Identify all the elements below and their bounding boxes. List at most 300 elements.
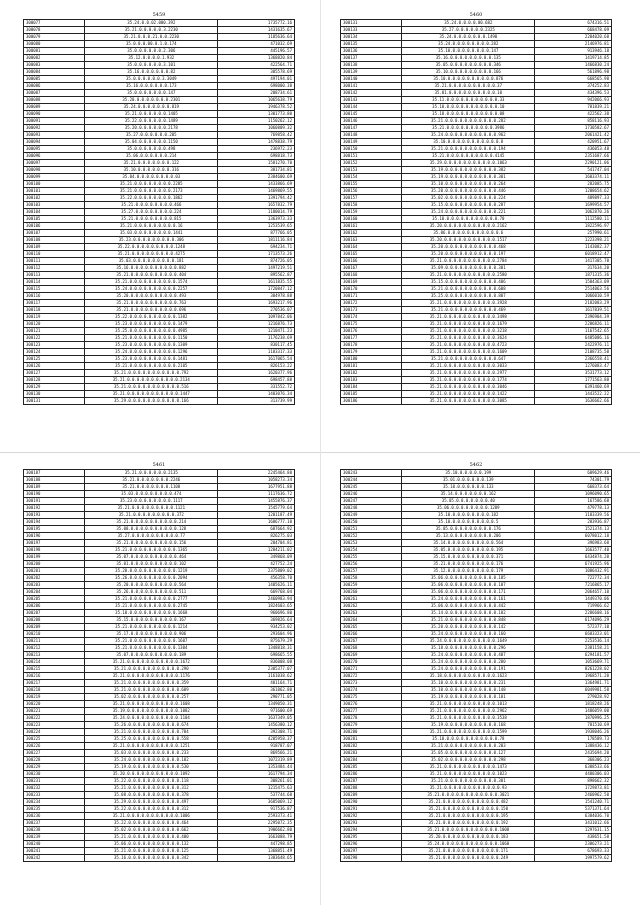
- row-id-cell: 300231: [24, 778, 85, 785]
- value-cell: 436053.48: [535, 146, 612, 153]
- coordinate-cell: 35.24.0.0.0.0.0.0.0.1490: [402, 34, 535, 41]
- coordinate-cell: 35.21.0.0.0.0.0.3.2230: [85, 27, 218, 34]
- value-cell: 1368820.84: [218, 55, 295, 62]
- table-row: [341, 188, 612, 195]
- coordinate-cell: 35.01.0.0.0.0.0.0.0.0.0.0.102: [85, 561, 218, 568]
- coordinate-cell: 35.08.0.0.0.0.0.0.0.0.0.0.128: [85, 526, 218, 533]
- row-id-cell: 300284: [341, 757, 402, 764]
- table-row: [24, 153, 295, 160]
- coordinate-cell: 35.23.0.0.0.0.0.0.0.0.0.306: [85, 237, 218, 244]
- row-id-cell: 300099: [24, 174, 85, 181]
- value-cell: 1201187.49: [218, 512, 295, 519]
- data-table: [340, 469, 612, 862]
- row-id-cell: 300297: [341, 848, 402, 855]
- row-id-cell: 300278: [341, 715, 402, 722]
- row-id-cell: 300286: [341, 771, 402, 778]
- table-row: [24, 610, 295, 617]
- table-row: [341, 27, 612, 34]
- page-divider-vertical: [320, 0, 321, 905]
- coordinate-cell: 35.0.0.0.0.0.0.0.147: [85, 90, 218, 97]
- table-row: [341, 279, 612, 286]
- value-cell: 497194.01: [218, 76, 295, 83]
- coordinate-cell: 35.06.0.0.0.0.0.0.0.0.0.0.0.442: [402, 603, 535, 610]
- coordinate-cell: 35.19.0.0.0.0.0.0.0.0.0.0.0.101: [402, 694, 535, 701]
- table-row: [341, 645, 612, 652]
- table-row: [24, 729, 295, 736]
- value-cell: 2295072.35: [218, 820, 295, 827]
- value-cell: 1183317.33: [218, 349, 295, 356]
- table-row: [24, 582, 295, 589]
- table-row: [341, 715, 612, 722]
- row-id-cell: 300271: [341, 666, 402, 673]
- value-cell: 6741925.96: [535, 561, 612, 568]
- value-cell: 781839.21: [535, 104, 612, 111]
- coordinate-cell: 35.21.0.0.0.0.0.0.0.0.0.0.0.1608: [85, 701, 218, 708]
- value-cell: 1720847.12: [218, 286, 295, 293]
- table-row: [24, 855, 295, 862]
- row-id-cell: 300171: [341, 293, 402, 300]
- table-row: [341, 547, 612, 554]
- table-row: [24, 708, 295, 715]
- coordinate-cell: 35.21.0.0.0.0.0.0.0.0.0.0.1304: [85, 645, 218, 652]
- value-cell: 236972.23: [218, 146, 295, 153]
- row-id-cell: 300279: [341, 722, 402, 729]
- row-id-cell: 300154: [341, 174, 402, 181]
- row-id-cell: 300201: [24, 568, 85, 575]
- table-row: [24, 398, 295, 405]
- coordinate-cell: 35.21.0.0.0.0.0.0.0.0.0.0.0.469: [402, 307, 535, 314]
- value-cell: 668565.98: [535, 76, 612, 83]
- value-cell: 1997579.62: [535, 855, 612, 862]
- table-row: [341, 286, 612, 293]
- coordinate-cell: 35.21.0.0.0.0.0.0.0.0.0.0.0.0.192: [402, 820, 535, 827]
- value-cell: 858116.93: [535, 118, 612, 125]
- coordinate-cell: 35.18.0.0.0.0.0.0.0.0.0.0.0.1623: [402, 673, 535, 680]
- coordinate-cell: 35.21.0.0.0.0.0.0.0.0.0.0.0.194: [402, 146, 535, 153]
- row-id-cell: 300089: [24, 104, 85, 111]
- table-row: [24, 477, 295, 484]
- row-id-cell: 300151: [341, 153, 402, 160]
- coordinate-cell: 35.24.0.0.0.0.0.0.0.0.0.0.1296: [85, 349, 218, 356]
- table-row: [24, 533, 295, 540]
- row-id-cell: 300264: [341, 617, 402, 624]
- table-row: [24, 356, 295, 363]
- value-cell: 698000.38: [218, 83, 295, 90]
- coordinate-cell: 35.20.0.0.0.0.0.0.0.2301: [85, 97, 218, 104]
- row-id-cell: 300229: [24, 764, 85, 771]
- value-cell: 1433866.69: [218, 181, 295, 188]
- coordinate-cell: 35.27.0.0.0.0.0.0.2325: [402, 27, 535, 34]
- table-row: [24, 258, 295, 265]
- table-row: [341, 841, 612, 848]
- row-id-cell: 300081: [24, 48, 85, 55]
- value-cell: 1735772.16: [218, 20, 295, 27]
- row-id-cell: 300189: [24, 484, 85, 491]
- coordinate-cell: 35.27.0.0.0.0.0.0.205: [85, 132, 218, 139]
- table-row: [341, 491, 612, 498]
- table-row: [24, 34, 295, 41]
- row-id-cell: 300187: [24, 470, 85, 477]
- row-id-cell: 300170: [341, 286, 402, 293]
- row-id-cell: 300234: [24, 799, 85, 806]
- table-row: [24, 715, 295, 722]
- row-id-cell: 300160: [341, 216, 402, 223]
- row-id-cell: 300167: [341, 265, 402, 272]
- coordinate-cell: 35.24.0.0.0.0.0.0.0.0.0.0.2257: [85, 286, 218, 293]
- table-row: [341, 223, 612, 230]
- coordinate-cell: 35.21.0.0.0.0.0.0.0.0.0.0.0.0.195: [402, 813, 535, 820]
- coordinate-cell: 35.20.0.0.0.0.0.0.0.0.0.0.0.0.183: [402, 834, 535, 841]
- row-id-cell: 300126: [24, 363, 85, 370]
- row-id-cell: 300188: [24, 477, 85, 484]
- coordinate-cell: 35.16.0.0.0.0.0.0.173: [85, 83, 218, 90]
- row-id-cell: 300080: [24, 41, 85, 48]
- coordinate-cell: 35.18.0.0.0.0.0.0.0.0.0.0.0.08: [402, 111, 535, 118]
- table-row: [341, 272, 612, 279]
- row-id-cell: 300106: [24, 223, 85, 230]
- value-cell: 877766.05: [218, 230, 295, 237]
- table-row: [24, 519, 295, 526]
- value-cell: 1713573.26: [218, 251, 295, 258]
- value-cell: 2375809.02: [218, 568, 295, 575]
- value-cell: 1363973.33: [218, 216, 295, 223]
- coordinate-cell: 35.20.0.0.0.0.0.0.0.0.0.0.0.197: [402, 251, 535, 258]
- table-row: [24, 244, 295, 251]
- coordinate-cell: 35.02.0.0.0.0.0.0.0.0.0.0.0.662: [85, 827, 218, 834]
- coordinate-cell: 35.02.0.0.0.0.0.0.0.0.0.0.0.257: [85, 694, 218, 701]
- table-row: [24, 743, 295, 750]
- coordinate-cell: 35.21.0.0.0.0.0.0.0.0.0.0.0.3928: [402, 300, 535, 307]
- coordinate-cell: 35.03.0.0.0.0.0.0.0.0.0.0.0.233: [85, 750, 218, 757]
- coordinate-cell: 35.23.0.0.0.0.0.0.0.0.0.0.1479: [85, 321, 218, 328]
- table-row: [24, 603, 295, 610]
- row-id-cell: 300111: [24, 258, 85, 265]
- table-row: [341, 540, 612, 547]
- value-cell: 1771563.88: [535, 377, 612, 384]
- row-id-cell: 300135: [341, 41, 402, 48]
- row-id-cell: 300110: [24, 251, 85, 258]
- row-id-cell: 300097: [24, 160, 85, 167]
- row-id-cell: 300131: [341, 20, 402, 27]
- row-id-cell: 300124: [24, 349, 85, 356]
- row-id-cell: 300210: [24, 631, 85, 638]
- row-id-cell: 300166: [341, 258, 402, 265]
- coordinate-cell: 35.01.0.0.0.0.0.0.139: [402, 477, 535, 484]
- row-id-cell: 300295: [341, 834, 402, 841]
- table-row: [24, 785, 295, 792]
- row-id-cell: 300252: [341, 533, 402, 540]
- row-id-cell: 300164: [341, 244, 402, 251]
- row-id-cell: 300147: [341, 125, 402, 132]
- value-cell: 561896.98: [535, 69, 612, 76]
- coordinate-cell: 35.12.0.0.0.0.1.932: [85, 55, 218, 62]
- value-cell: 1455876.37: [218, 498, 295, 505]
- table-row: [24, 104, 295, 111]
- table-row: [341, 498, 612, 505]
- page-block-5462: [340, 462, 612, 862]
- row-id-cell: 300183: [341, 377, 402, 384]
- row-id-cell: 300281: [341, 736, 402, 743]
- row-id-cell: 300246: [341, 491, 402, 498]
- row-id-cell: 300115: [24, 286, 85, 293]
- coordinate-cell: 35.21.0.0.0.0.0.0.0.0.0.372: [85, 512, 218, 519]
- value-cell: 1456380.12: [218, 722, 295, 729]
- row-id-cell: 300182: [341, 370, 402, 377]
- table-row: [24, 652, 295, 659]
- coordinate-cell: 35.29.0.0.0.0.0.0.0.0.0.0.0.497: [85, 799, 218, 806]
- table-row: [341, 307, 612, 314]
- value-cell: 420951.67: [535, 139, 612, 146]
- row-id-cell: 300146: [341, 118, 402, 125]
- coordinate-cell: 35.21.0.0.0.0.0.0.0.1108: [85, 484, 218, 491]
- value-cell: 668373.64: [535, 484, 612, 491]
- row-id-cell: 300085: [24, 76, 85, 83]
- table-row: [24, 820, 295, 827]
- table-row: [24, 806, 295, 813]
- value-cell: 4480306.03: [535, 771, 612, 778]
- coordinate-cell: 35.21.0.0.0.0.0.0.0.0.0.0.214: [85, 519, 218, 526]
- table-row: [24, 694, 295, 701]
- value-cell: 381734.81: [218, 167, 295, 174]
- coordinate-cell: 35.21.0.0.0.0.0.0.0.0.0.0.0.3085: [402, 398, 535, 405]
- table-row: [24, 377, 295, 384]
- value-cell: 2385377.07: [218, 666, 295, 673]
- row-id-cell: 300156: [341, 188, 402, 195]
- table-row: [24, 342, 295, 349]
- value-cell: 942066.93: [535, 97, 612, 104]
- table-row: [341, 673, 612, 680]
- table-row: [24, 132, 295, 139]
- table-row: [341, 708, 612, 715]
- table-row: [341, 300, 612, 307]
- table-row: [341, 83, 612, 90]
- table-row: [341, 827, 612, 834]
- table-row: [24, 848, 295, 855]
- table-row: [24, 118, 295, 125]
- row-id-cell: 300121: [24, 328, 85, 335]
- value-cell: 489897.33: [535, 195, 612, 202]
- value-cell: 2064657.10: [535, 589, 612, 596]
- value-cell: 830117.45: [218, 342, 295, 349]
- coordinate-cell: 35.21.0.0.0.0.0.0.0.0.0.0.0.0.482: [402, 799, 535, 806]
- row-id-cell: 300130: [24, 391, 85, 398]
- table-row: [341, 617, 612, 624]
- coordinate-cell: 35.21.0.0.0.21.0.0.2230: [85, 34, 218, 41]
- table-row: [341, 160, 612, 167]
- table-row: [24, 778, 295, 785]
- coordinate-cell: 35.21.0.0.0.0.0.0.0.0.0.0.0.125: [85, 848, 218, 855]
- value-cell: 422562.38: [535, 111, 612, 118]
- table-row: [24, 526, 295, 533]
- row-id-cell: 300095: [24, 146, 85, 153]
- row-id-cell: 300213: [24, 652, 85, 659]
- coordinate-cell: 35.05.0.0.0.0.0.0.0.0.0.176: [402, 526, 535, 533]
- table-row: [341, 687, 612, 694]
- value-cell: 1469869.55: [218, 188, 295, 195]
- value-cell: 1663577.40: [535, 547, 612, 554]
- row-id-cell: 300143: [341, 97, 402, 104]
- coordinate-cell: 35.0.0.0.00.0.1.0.174: [85, 41, 218, 48]
- row-id-cell: 300289: [341, 792, 402, 799]
- coordinate-cell: 35.20.0.0.0.0.0.0.0.0.0.0.1219: [85, 568, 218, 575]
- value-cell: 609629.46: [535, 470, 612, 477]
- table-row: [341, 596, 612, 603]
- row-id-cell: 300078: [24, 27, 85, 34]
- coordinate-cell: 35.25.0.0.0.0.0.0.0.0.0.0.4985: [85, 328, 218, 335]
- coordinate-cell: 35.15.0.0.0.0.0.0.0.0.0.0.371: [402, 554, 535, 561]
- value-cell: 1419714.85: [535, 55, 612, 62]
- row-id-cell: 300084: [24, 69, 85, 76]
- table-row: [341, 631, 612, 638]
- value-cell: 1161038.62: [218, 673, 295, 680]
- coordinate-cell: 35.21.0.0.0.0.0.0.0.0.0.0.0.1422: [402, 391, 535, 398]
- row-id-cell: 300221: [24, 708, 85, 715]
- row-id-cell: 300257: [341, 568, 402, 575]
- table-row: [341, 526, 612, 533]
- row-id-cell: 300262: [341, 603, 402, 610]
- value-cell: 1301773.80: [218, 111, 295, 118]
- row-id-cell: 300216: [24, 673, 85, 680]
- coordinate-cell: 35.10.0.0.0.0.0.0.0.0.182: [402, 512, 535, 519]
- table-row: [341, 293, 612, 300]
- coordinate-cell: 35.21.0.0.0.0.0.0.0.0.466: [85, 202, 218, 209]
- value-cell: 875679.29: [218, 638, 295, 645]
- row-id-cell: 300120: [24, 321, 85, 328]
- coordinate-cell: 35.21.0.0.0.0.0.0.0.0.0.0.0.516: [85, 384, 218, 391]
- table-row: [341, 398, 612, 405]
- value-cell: 678693.33: [535, 848, 612, 855]
- table-row: [341, 181, 612, 188]
- table-row: [24, 272, 295, 279]
- value-cell: 1811116.84: [218, 237, 295, 244]
- table-row: [341, 603, 612, 610]
- coordinate-cell: 35.10.0.0.0.0.0.0.0.0.147: [402, 48, 535, 55]
- row-id-cell: 300253: [341, 540, 402, 547]
- coordinate-cell: 35.22.0.0.0.0.0.0.0.0.0.0.0.464: [85, 820, 218, 827]
- table-row: [341, 48, 612, 55]
- row-id-cell: 300131: [24, 398, 85, 405]
- table-row: [24, 307, 295, 314]
- row-id-cell: 300209: [24, 624, 85, 631]
- table-row: [341, 624, 612, 631]
- table-row: [24, 624, 295, 631]
- row-id-cell: 300094: [24, 139, 85, 146]
- row-id-cell: 300159: [341, 209, 402, 216]
- table-row: [24, 97, 295, 104]
- row-id-cell: 300219: [24, 694, 85, 701]
- table-row: [341, 356, 612, 363]
- coordinate-cell: 35.21.0.0.0.0.0.0.0.0.0.4275: [85, 251, 218, 258]
- table-row: [24, 181, 295, 188]
- value-cell: 1215475.63: [218, 785, 295, 792]
- table-row: [24, 764, 295, 771]
- value-cell: 1657832.79: [218, 202, 295, 209]
- value-cell: 6434874.20: [535, 554, 612, 561]
- table-row: [341, 363, 612, 370]
- value-cell: 1210471.23: [218, 328, 295, 335]
- coordinate-cell: 35.24.0.0.0.0.0.0.0.0.0.0.0.200: [402, 659, 535, 666]
- row-id-cell: 300172: [341, 300, 402, 307]
- coordinate-cell: 35.22.0.0.0.0.0.0.0.0.0.0.0.312: [85, 806, 218, 813]
- value-cell: 537744.68: [218, 792, 295, 799]
- row-id-cell: 300265: [341, 624, 402, 631]
- value-cell: 1058273.34: [218, 477, 295, 484]
- value-cell: 2061421.42: [535, 132, 612, 139]
- row-id-cell: 300137: [341, 55, 402, 62]
- row-id-cell: 300277: [341, 708, 402, 715]
- coordinate-cell: 35.21.0.0.0.0.0.0.0.0.0.0.0.3046: [402, 384, 535, 391]
- value-cell: 1065638.79: [218, 97, 295, 104]
- coordinate-cell: 35.07.0.0.0.0.0.0.0.0.0.0.464: [85, 554, 218, 561]
- value-cell: 6388533.66: [535, 764, 612, 771]
- page-block-5459: [23, 12, 295, 405]
- table-row: [24, 505, 295, 512]
- row-id-cell: 300227: [24, 750, 85, 757]
- value-cell: 1349050.31: [218, 701, 295, 708]
- table-row: [341, 484, 612, 491]
- value-cell: 2245464.88: [218, 470, 295, 477]
- table-row: [24, 596, 295, 603]
- coordinate-cell: 35.21.0.0.0.0.0.0.0.0.0.0.37: [402, 83, 535, 90]
- value-cell: 1185636.64: [218, 34, 295, 41]
- coordinate-cell: 35.22.0.0.0.0.0.0.0.0.1862: [85, 195, 218, 202]
- row-id-cell: 300186: [341, 398, 402, 405]
- value-cell: 1730582.67: [535, 125, 612, 132]
- table-row: [341, 342, 612, 349]
- coordinate-cell: 35.24.0.0.02.000.392: [85, 20, 218, 27]
- value-cell: 2386273.21: [535, 841, 612, 848]
- value-cell: 1117636.72: [218, 491, 295, 498]
- value-cell: 257990.61: [535, 230, 612, 237]
- value-cell: 1637349.05: [218, 715, 295, 722]
- row-id-cell: 300274: [341, 687, 402, 694]
- coordinate-cell: 35.06.0.0.0.0.0.0.0.0.0.0.0.6: [402, 230, 535, 237]
- value-cell: 8261228.02: [535, 666, 612, 673]
- value-cell: 1686777.10: [218, 519, 295, 526]
- row-id-cell: 300105: [24, 216, 85, 223]
- value-cell: 1818248.26: [535, 701, 612, 708]
- coordinate-cell: 35.21.0.0.0.0.0.0.0.0.0.0.0.1251: [85, 743, 218, 750]
- row-id-cell: 300109: [24, 244, 85, 251]
- value-cell: 208734.61: [218, 90, 295, 97]
- table-row: [341, 834, 612, 841]
- coordinate-cell: 35.24.0.0.0.0.0.0.0.0.0.0.0.160: [402, 631, 535, 638]
- row-id-cell: 300204: [24, 589, 85, 596]
- value-cell: 1072319.89: [218, 757, 295, 764]
- page-number: 5462: [469, 462, 483, 468]
- value-cell: 6078012.18: [535, 533, 612, 540]
- coordinate-cell: 35.29.0.0.0.0.0.0.0.0.0.0.0.166: [85, 398, 218, 405]
- table-row: [341, 736, 612, 743]
- value-cell: 1066010.59: [535, 293, 612, 300]
- row-id-cell: 300242: [24, 855, 85, 862]
- table-row: [24, 391, 295, 398]
- table-row: [24, 659, 295, 666]
- value-cell: 279028.92: [535, 694, 612, 701]
- row-id-cell: 300138: [341, 62, 402, 69]
- table-row: [24, 230, 295, 237]
- value-cell: 1521374.13: [535, 526, 612, 533]
- table-row: [24, 841, 295, 848]
- table-row: [24, 237, 295, 244]
- table-row: [341, 370, 612, 377]
- value-cell: 1405626.11: [218, 582, 295, 589]
- value-cell: 1504363.09: [535, 279, 612, 286]
- coordinate-cell: 35.21.0.0.0.0.0.0.0.0.0.0.1574: [85, 279, 218, 286]
- coordinate-cell: 35.10.0.0.0.0.0.0.0.0.0.0.0.8: [402, 139, 535, 146]
- coordinate-cell: 35.21.0.0.0.0.0.0.0.0.0.0.2745: [85, 603, 218, 610]
- value-cell: 687664.92: [218, 526, 295, 533]
